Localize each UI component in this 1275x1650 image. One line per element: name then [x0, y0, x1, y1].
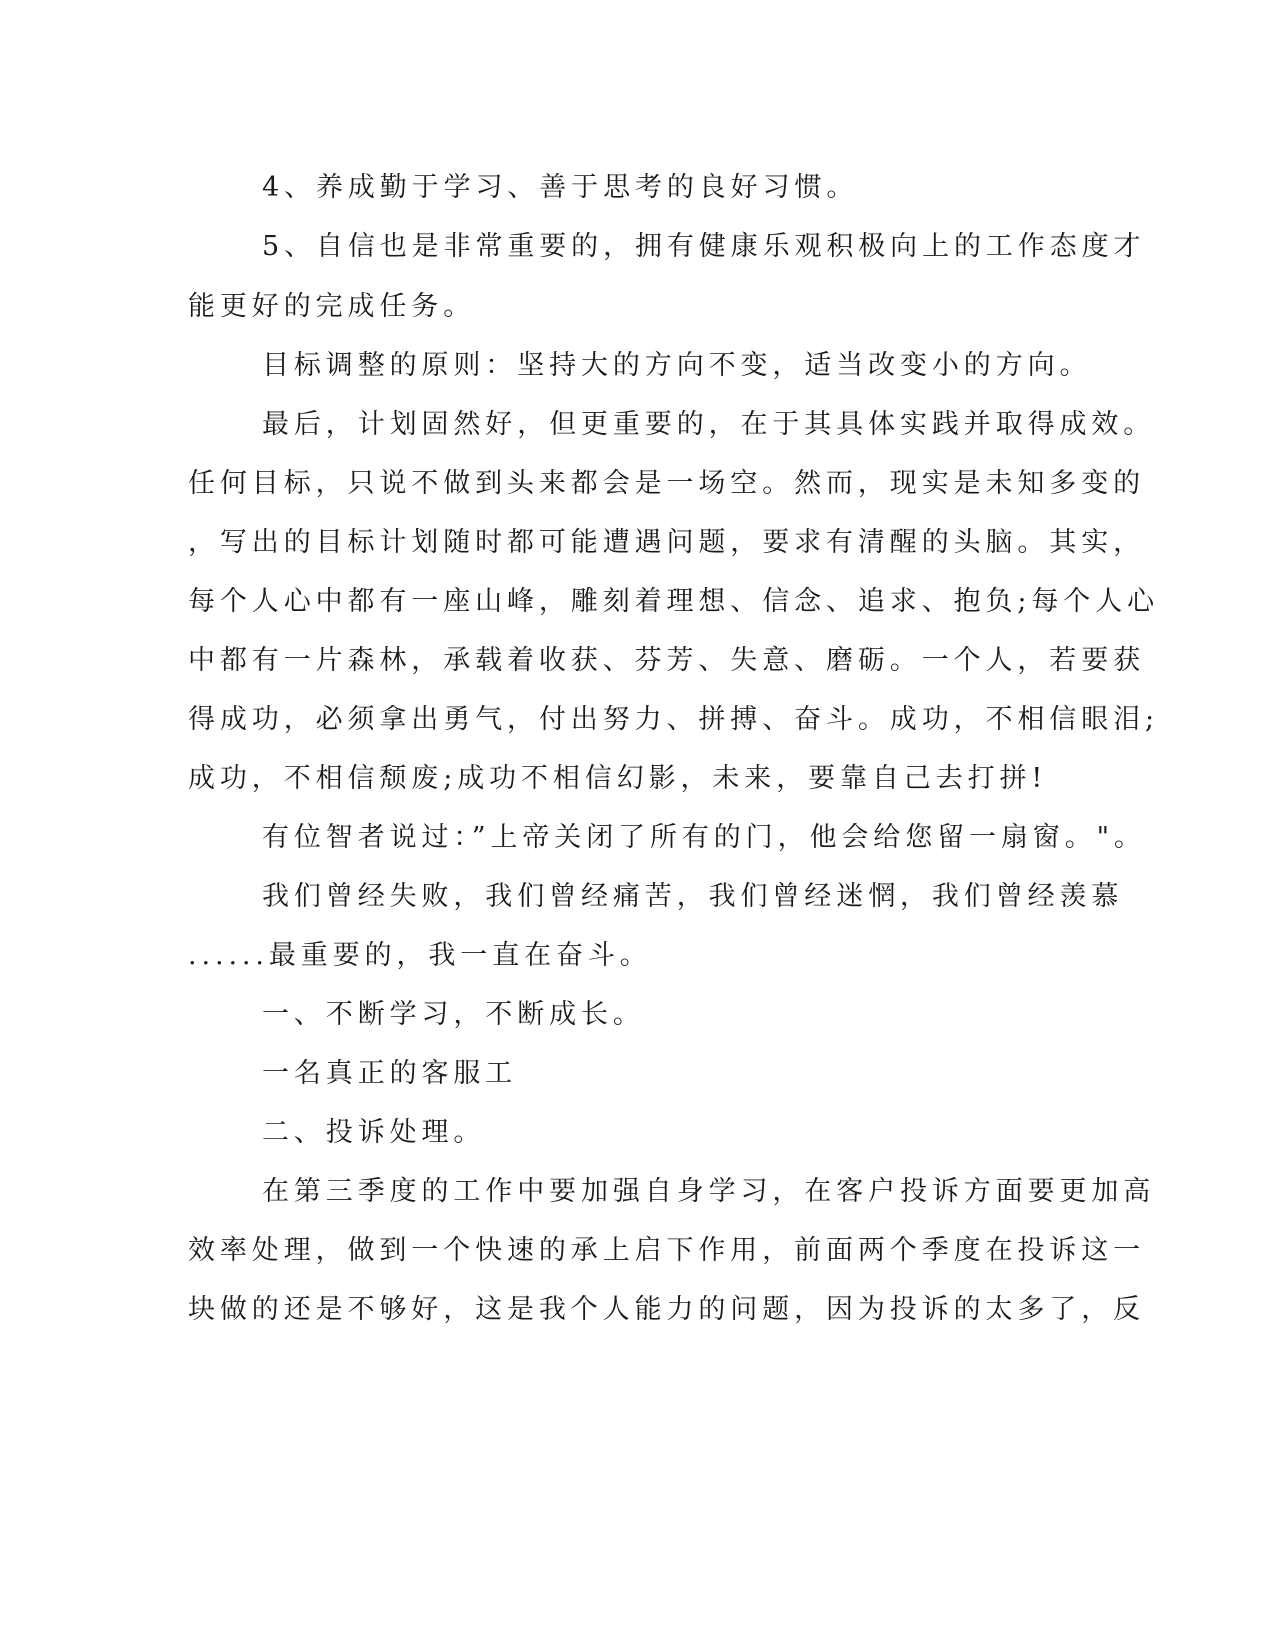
text-line: 在第三季度的工作中要加强自身学习，在客户投诉方面要更加高 [262, 1176, 1156, 1207]
text-line: 能更好的完成任务。 [188, 291, 476, 322]
text-line: 我们曾经失败，我们曾经痛苦，我们曾经迷惘，我们曾经羡慕 [262, 881, 1124, 912]
text-line: 二、投诉处理。 [262, 1117, 486, 1148]
text-line: 一名真正的客服工 [262, 1058, 518, 1089]
text-line: 中都有一片森林，承载着收获、芬芳、失意、磨砺。一个人，若要获 [188, 645, 1145, 676]
text-line: 目标调整的原则：坚持大的方向不变，适当改变小的方向。 [262, 350, 1092, 381]
text-line: 一、不断学习，不断成长。 [262, 999, 645, 1030]
text-line: ，写出的目标计划随时都可能遭遇问题，要求有清醒的头脑。其实， [188, 527, 1145, 558]
text-line: 成功，不相信颓废;成功不相信幻影，未来，要靠自己去打拼! [188, 763, 1048, 794]
text-line: 块做的还是不够好，这是我个人能力的问题，因为投诉的太多了，反 [188, 1294, 1145, 1325]
text-line: ......最重要的，我一直在奋斗。 [188, 940, 652, 971]
text-line: 每个人心中都有一座山峰，雕刻着理想、信念、追求、抱负;每个人心 [188, 586, 1159, 617]
text-line: 得成功，必须拿出勇气，付出努力、拼搏、奋斗。成功，不相信眼泪; [188, 704, 1159, 735]
text-line: 最后，计划固然好，但更重要的，在于其具体实践并取得成效。 [262, 409, 1156, 440]
text-line: 5、自信也是非常重要的，拥有健康乐观积极向上的工作态度才 [262, 231, 1146, 262]
text-line: 有位智者说过：”上帝关闭了所有的门，他会给您留一扇窗。"。 [262, 822, 1146, 853]
text-line: 效率处理，做到一个快速的承上启下作用，前面两个季度在投诉这一 [188, 1235, 1145, 1266]
text-line: 4、养成勤于学习、善于思考的良好习惯。 [262, 172, 859, 203]
text-line: 任何目标，只说不做到头来都会是一场空。然而，现实是未知多变的 [188, 468, 1145, 499]
